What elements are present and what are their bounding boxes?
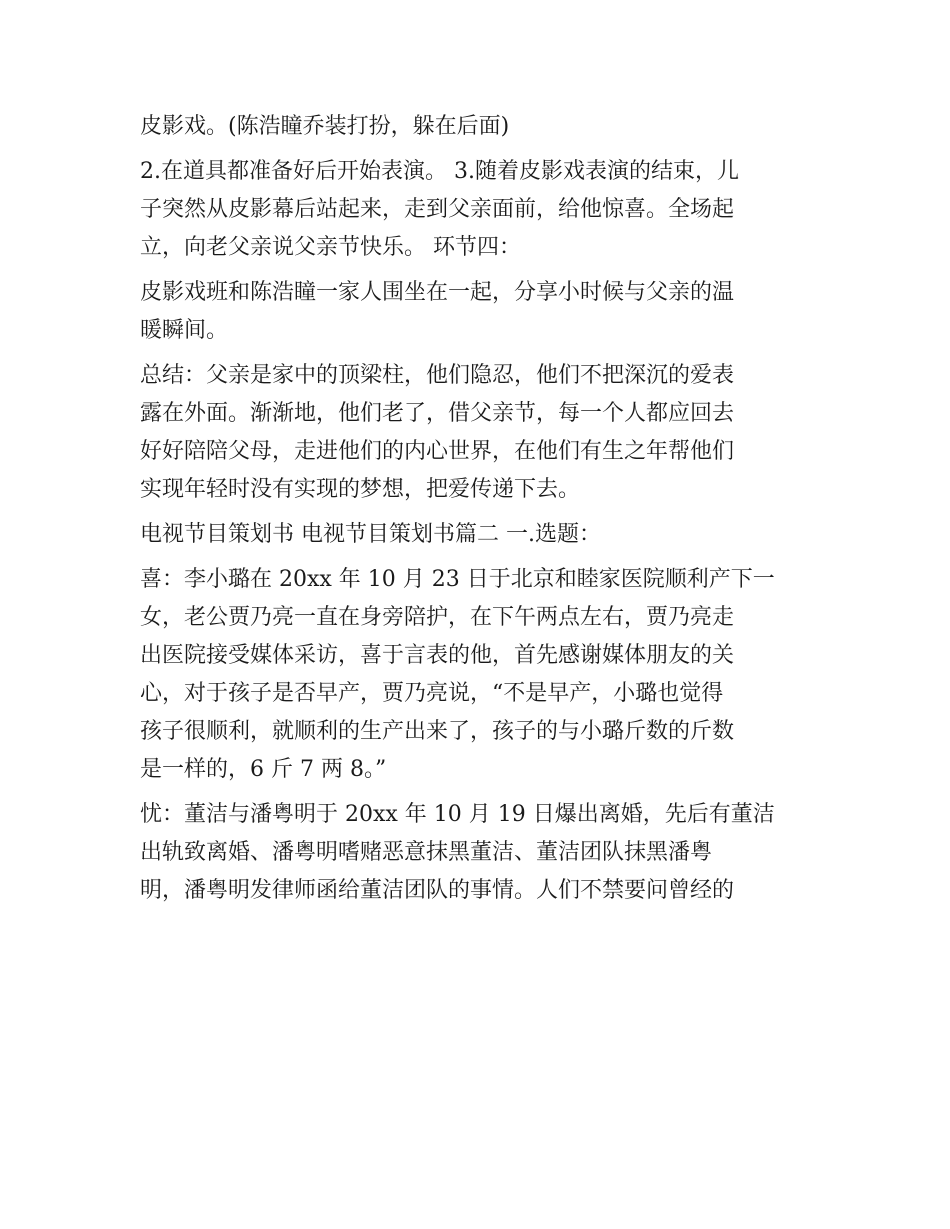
text-line: 皮影戏。(陈浩瞳乔装打扮，躲在后面) — [140, 114, 510, 139]
text-line: 心，对于孩子是否早产，贾乃亮说，“不是早产，小璐也觉得 — [140, 681, 724, 706]
text-line: 出医院接受媒体采访，喜于言表的他，首先感谢媒体朋友的关 — [140, 643, 735, 668]
text-line: 忧：董洁与潘粤明于 20xx 年 10 月 19 日爆出离婚，先后有董洁 — [140, 802, 775, 827]
text-line: 好好陪陪父母，走进他们的内心世界，在他们有生之年帮他们 — [140, 439, 735, 464]
text-line: 孩子很顺利，就顺利的生产出来了，孩子的与小璐斤数的斤数 — [140, 719, 735, 744]
text-line: 2.在道具都准备好后开始表演。 3.随着皮影戏表演的结束，儿 — [140, 159, 739, 184]
text-line: 明，潘粤明发律师函给董洁团队的事情。人们不禁要问曾经的 — [140, 878, 735, 903]
text-line: 露在外面。渐渐地，他们老了，借父亲节，每一个人都应回去 — [140, 401, 735, 426]
text-line: 实现年轻时没有实现的梦想，把爱传递下去。 — [140, 477, 581, 502]
text-line: 子突然从皮影幕后站起来，走到父亲面前，给他惊喜。全场起 — [140, 197, 735, 222]
text-line: 总结：父亲是家中的顶梁柱，他们隐忍，他们不把深沉的爱表 — [140, 363, 735, 388]
text-line: 暖瞬间。 — [140, 318, 229, 343]
text-line: 立，向老父亲说父亲节快乐。 环节四： — [140, 235, 521, 260]
text-line: 是一样的，6 斤 7 两 8。” — [140, 757, 387, 782]
text-line: 电视节目策划书 电视节目策划书篇二 一.选题： — [140, 522, 601, 547]
text-line: 皮影戏班和陈浩瞳一家人围坐在一起，分享小时候与父亲的温 — [140, 280, 735, 305]
text-line: 出轨致离婚、潘粤明嗜赌恶意抹黑董洁、董洁团队抹黑潘粤 — [140, 840, 713, 865]
text-line: 女，老公贾乃亮一直在身旁陪护，在下午两点左右，贾乃亮走 — [140, 605, 735, 630]
document-body — [140, 108, 820, 910]
text-line: 喜：李小璐在 20xx 年 10 月 23 日于北京和睦家医院顺利产下一 — [140, 567, 775, 592]
